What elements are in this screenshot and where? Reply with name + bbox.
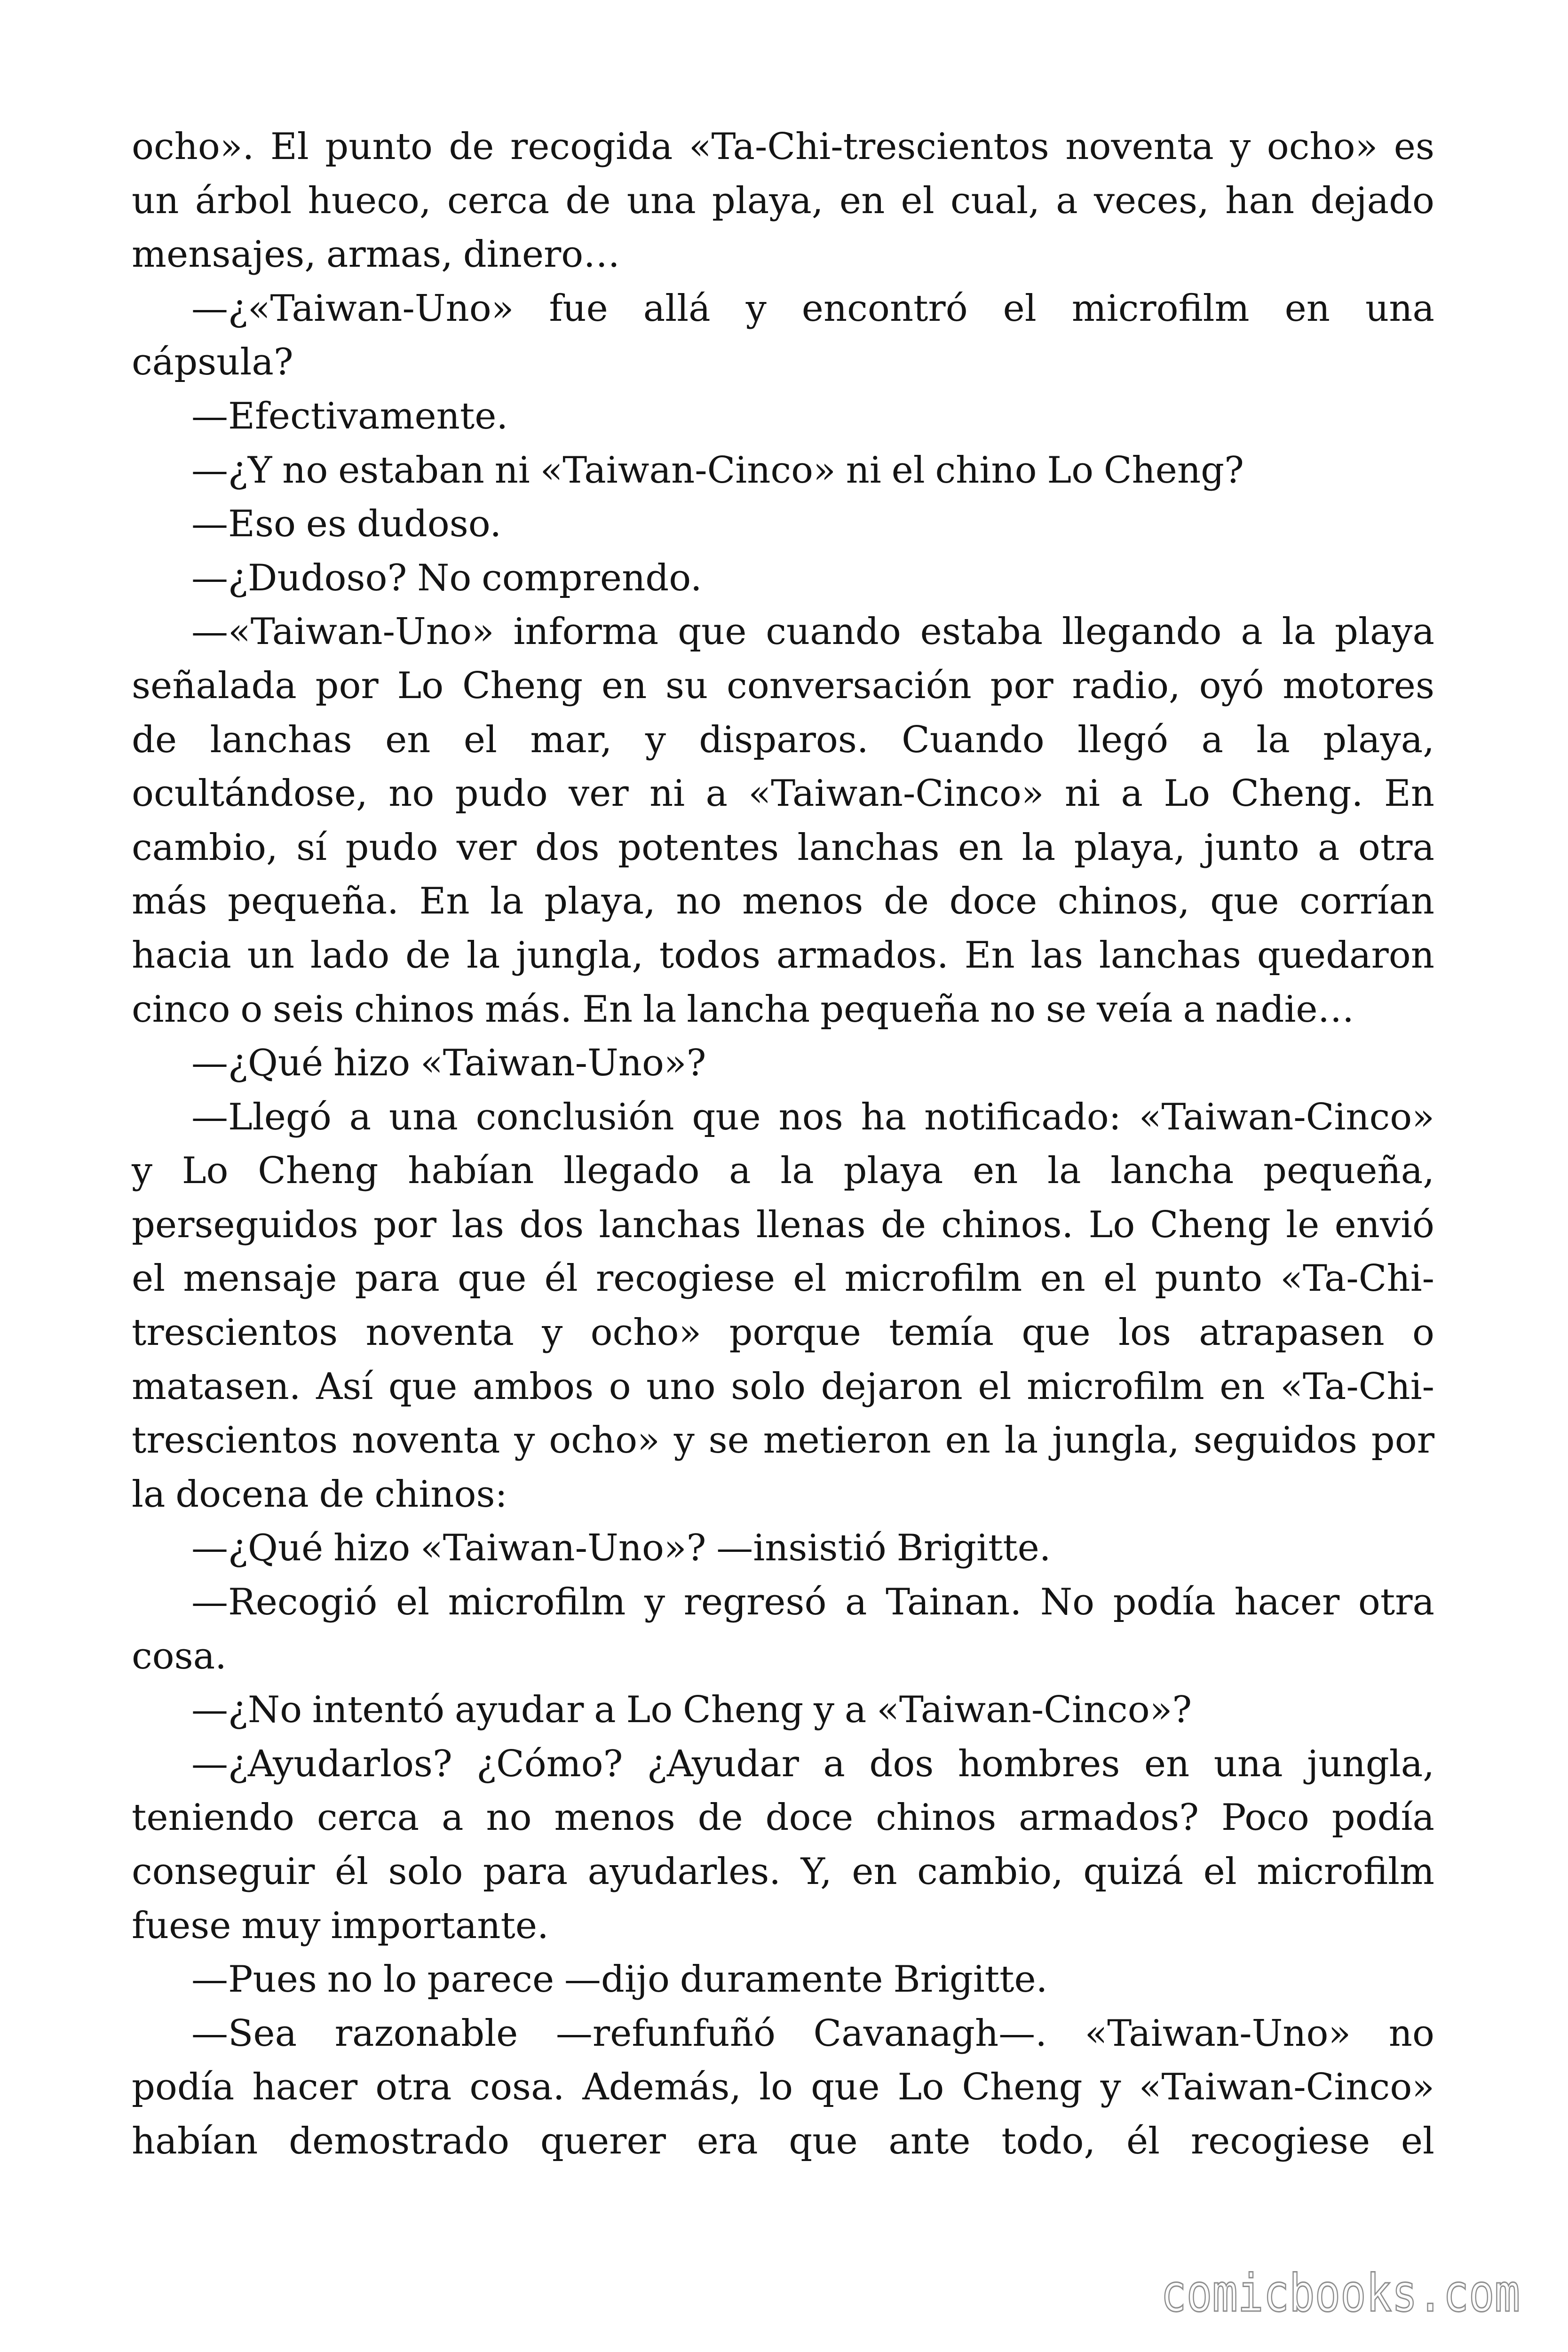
paragraph	[132, 1683, 1434, 1737]
text-line: —Eso es dudoso.	[191, 503, 502, 546]
text-line: —¿Dudoso? No comprendo.	[191, 556, 702, 599]
continued-paragraph	[132, 120, 1434, 282]
page-text	[132, 120, 1434, 2169]
text-line: podía hacer otra cosa. Además, lo que Lo Cheng y «Taiwan-Cinco»	[132, 2066, 1434, 2109]
text-line: —Pues no lo parece —dijo duramente Brigitte.	[191, 1958, 1048, 2001]
text-line: conseguir él solo para ayudarles. Y, en cambio, quizá el microfilm	[132, 1851, 1434, 1893]
paragraph	[132, 389, 1434, 444]
text-line: ocultándose, no pudo ver ni a «Taiwan-Cinco» ni a Lo Cheng. En	[132, 772, 1434, 815]
paragraph	[132, 605, 1434, 1036]
text-line: —Recogió el microfilm y regresó a Tainan. No podía hacer otra	[191, 1581, 1434, 1624]
text-line: cambio, sí pudo ver dos potentes lanchas en la playa, junto a otra	[132, 826, 1434, 869]
text-line: trescientos noventa y ocho» porque temía que los atrapasen o	[132, 1311, 1434, 1354]
text-line: cinco o seis chinos más. En la lancha pequeña no se veía a nadie…	[132, 988, 1354, 1031]
text-line: más pequeña. En la playa, no menos de doce chinos, que corrían	[132, 880, 1434, 923]
text-line: —Llegó a una conclusión que nos ha notificado: «Taiwan-Cinco»	[191, 1096, 1434, 1138]
text-line: —¿«Taiwan-Uno» fue allá y encontró el microfilm en una	[191, 287, 1434, 330]
paragraph	[132, 1090, 1434, 1522]
paragraph	[132, 282, 1434, 389]
paragraph	[132, 1953, 1434, 2007]
text-line: habían demostrado querer era que ante todo, él recogiese el	[132, 2120, 1434, 2162]
paragraph	[132, 1036, 1434, 1090]
text-line: —«Taiwan-Uno» informa que cuando estaba llegando a la playa	[191, 611, 1434, 653]
text-line: la docena de chinos:	[132, 1473, 507, 1516]
text-line: —¿Qué hizo «Taiwan-Uno»?	[191, 1042, 706, 1085]
text-line: cosa.	[132, 1635, 227, 1677]
text-line: de lanchas en el mar, y disparos. Cuando llegó a la playa,	[132, 718, 1434, 761]
text-line: hacia un lado de la jungla, todos armados. En las lanchas quedaron	[132, 934, 1434, 977]
text-line: y Lo Cheng habían llegado a la playa en la lancha pequeña,	[132, 1150, 1434, 1192]
text-line: fuese muy importante.	[132, 1904, 549, 1947]
text-line: —¿Qué hizo «Taiwan-Uno»? —insistió Brigitte.	[191, 1527, 1051, 1570]
watermark: comicbooks.com	[1161, 2263, 1520, 2323]
paragraph	[132, 497, 1434, 551]
text-line: matasen. Así que ambos o uno solo dejaron el microfilm en «Ta-Chi-	[132, 1365, 1434, 1408]
text-line: ocho». El punto de recogida «Ta-Chi-trescientos noventa y ocho» es	[132, 126, 1434, 168]
text-line: —¿Y no estaban ni «Taiwan-Cinco» ni el chino Lo Cheng?	[191, 449, 1244, 492]
text-line: perseguidos por las dos lanchas llenas de chinos. Lo Cheng le envió	[132, 1203, 1434, 1246]
paragraph	[132, 551, 1434, 605]
text-line: —Sea razonable —refunfuñó Cavanagh—. «Taiwan-Uno» no	[191, 2012, 1434, 2055]
text-line: —Efectivamente.	[191, 395, 508, 437]
text-line: trescientos noventa y ocho» y se metieron en la jungla, seguidos por	[132, 1419, 1434, 1462]
text-line: —¿No intentó ayudar a Lo Cheng y a «Taiwan-Cinco»?	[191, 1689, 1192, 1732]
paragraph	[132, 1575, 1434, 1683]
paragraph	[132, 1521, 1434, 1575]
text-line: cápsula?	[132, 341, 293, 384]
text-line: mensajes, armas, dinero…	[132, 233, 620, 276]
paragraph	[132, 1737, 1434, 1953]
paragraph	[132, 444, 1434, 498]
text-line: un árbol hueco, cerca de una playa, en el cual, a veces, han dejado	[132, 179, 1434, 222]
text-line: el mensaje para que él recogiese el microfilm en el punto «Ta-Chi-	[132, 1257, 1434, 1300]
text-line: señalada por Lo Cheng en su conversación por radio, oyó motores	[132, 664, 1434, 707]
text-line: —¿Ayudarlos? ¿Cómo? ¿Ayudar a dos hombres en una jungla,	[191, 1742, 1434, 1785]
text-line: teniendo cerca a no menos de doce chinos armados? Poco podía	[132, 1796, 1434, 1839]
paragraph	[132, 2007, 1434, 2169]
